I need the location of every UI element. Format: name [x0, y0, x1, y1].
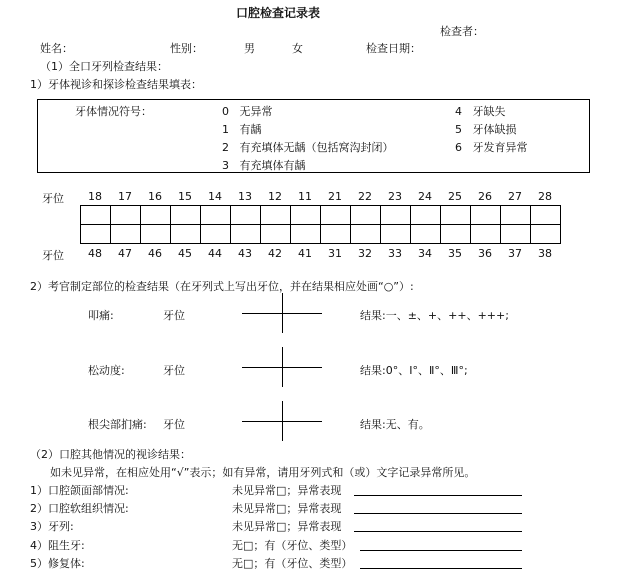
upper-tooth-cell[interactable]: [381, 206, 411, 225]
examiner-label: 检查者：: [440, 25, 484, 38]
percussion-result[interactable]: 结果:一、±、+、++、+++;: [360, 309, 509, 322]
lower-tooth-number: 38: [538, 247, 552, 260]
section2-heading: 2）考官制定部位的检查结果（在牙列式上写出牙位，并在结果相应处画“○”）:: [30, 280, 414, 293]
percussion-cross-horizontal: [242, 313, 322, 314]
upper-tooth-cell[interactable]: [201, 206, 231, 225]
section3-instruction: 如未见异常，在相应处用“√”表示；如有异常，请用牙列式和（或）文字记录异常所见。: [50, 466, 476, 479]
maxillofacial-label: 1）口腔颌面部情况:: [30, 484, 129, 497]
soft-tissue-underline[interactable]: [354, 513, 522, 514]
apical-result[interactable]: 结果:无、有。: [360, 418, 430, 431]
apical-tooth-label: 牙位: [163, 418, 185, 431]
upper-tooth-cell[interactable]: [81, 206, 111, 225]
lower-tooth-cell[interactable]: [171, 225, 201, 244]
apical-tenderness-label: 根尖部扪痛:: [88, 418, 147, 431]
tooth-chart: [80, 205, 561, 244]
upper-tooth-label: 牙位: [42, 192, 64, 205]
upper-tooth-number: 13: [238, 190, 252, 203]
upper-tooth-cell[interactable]: [111, 206, 141, 225]
upper-tooth-number: 17: [118, 190, 132, 203]
percussion-tooth-label: 牙位: [163, 309, 185, 322]
gender-female[interactable]: 女: [292, 42, 303, 55]
soft-tissue-value[interactable]: 未见异常□；异常表现: [232, 502, 342, 515]
lower-tooth-label: 牙位: [42, 249, 64, 262]
lower-tooth-number: 41: [298, 247, 312, 260]
lower-tooth-cell[interactable]: [411, 225, 441, 244]
lower-tooth-number: 42: [268, 247, 282, 260]
restoration-underline[interactable]: [360, 568, 522, 569]
upper-tooth-cell[interactable]: [231, 206, 261, 225]
upper-tooth-number: 28: [538, 190, 552, 203]
lower-tooth-cell[interactable]: [381, 225, 411, 244]
upper-tooth-number: 24: [418, 190, 432, 203]
code-4: 4 牙缺失: [455, 105, 506, 118]
code-5: 5 牙体缺损: [455, 123, 517, 136]
maxillofacial-underline[interactable]: [354, 495, 522, 496]
upper-tooth-cell[interactable]: [531, 206, 561, 225]
lower-tooth-cell[interactable]: [501, 225, 531, 244]
soft-tissue-label: 2）口腔软组织情况:: [30, 502, 129, 515]
restoration-label: 5）修复体:: [30, 557, 85, 570]
lower-tooth-number: 36: [478, 247, 492, 260]
mobility-label: 松动度:: [88, 364, 125, 377]
exam-date-label: 检查日期：: [366, 42, 421, 55]
percussion-label: 叩痛:: [88, 309, 114, 322]
lower-tooth-cell[interactable]: [471, 225, 501, 244]
code-0: 0 无异常: [222, 105, 273, 118]
upper-tooth-number: 27: [508, 190, 522, 203]
code-3: 3 有充填体有龋: [222, 159, 306, 172]
dentition-label: 3）牙列:: [30, 520, 74, 533]
name-label: 姓名：: [40, 42, 73, 55]
upper-tooth-number: 15: [178, 190, 192, 203]
restoration-value[interactable]: 无□；有（牙位、类型）: [232, 557, 353, 570]
upper-tooth-number: 26: [478, 190, 492, 203]
upper-tooth-number: 11: [298, 190, 312, 203]
lower-tooth-cell[interactable]: [531, 225, 561, 244]
upper-tooth-cell[interactable]: [411, 206, 441, 225]
lower-tooth-number: 35: [448, 247, 462, 260]
lower-tooth-number: 34: [418, 247, 432, 260]
apical-cross-horizontal: [242, 421, 322, 422]
section1-heading: （1）全口牙列检查结果：: [40, 60, 168, 73]
lower-tooth-number: 45: [178, 247, 192, 260]
impacted-tooth-label: 4）阻生牙:: [30, 539, 85, 552]
upper-tooth-cell[interactable]: [291, 206, 321, 225]
upper-tooth-cell[interactable]: [321, 206, 351, 225]
gender-label: 性别：: [170, 42, 203, 55]
gender-male[interactable]: 男: [244, 42, 255, 55]
lower-tooth-number: 46: [148, 247, 162, 260]
lower-tooth-number: 44: [208, 247, 222, 260]
legend-label: 牙体情况符号：: [75, 105, 152, 118]
lower-tooth-number: 43: [238, 247, 252, 260]
upper-tooth-cell[interactable]: [501, 206, 531, 225]
upper-tooth-cell[interactable]: [171, 206, 201, 225]
lower-tooth-cell[interactable]: [201, 225, 231, 244]
lower-tooth-cell[interactable]: [321, 225, 351, 244]
section1-subheading: 1）牙体视诊和探诊检查结果填表：: [30, 78, 202, 91]
impacted-tooth-value[interactable]: 无□；有（牙位、类型）: [232, 539, 353, 552]
page-title: 口腔检查记录表: [236, 6, 321, 20]
dentition-underline[interactable]: [354, 531, 522, 532]
upper-tooth-number: 23: [388, 190, 402, 203]
code-2: 2 有充填体无龋（包括窝沟封闭）: [222, 141, 394, 154]
upper-tooth-cell[interactable]: [141, 206, 171, 225]
lower-tooth-number: 48: [88, 247, 102, 260]
code-6: 6 牙发育异常: [455, 141, 528, 154]
mobility-cross-horizontal: [242, 367, 322, 368]
maxillofacial-value[interactable]: 未见异常□；异常表现: [232, 484, 342, 497]
lower-tooth-number: 33: [388, 247, 402, 260]
upper-tooth-number: 12: [268, 190, 282, 203]
upper-tooth-cell[interactable]: [351, 206, 381, 225]
lower-tooth-cell[interactable]: [351, 225, 381, 244]
upper-tooth-cell[interactable]: [441, 206, 471, 225]
section3-heading: （2）口腔其他情况的视诊结果：: [30, 448, 191, 461]
upper-tooth-number: 22: [358, 190, 372, 203]
lower-tooth-cell[interactable]: [291, 225, 321, 244]
lower-tooth-number: 31: [328, 247, 342, 260]
lower-tooth-number: 47: [118, 247, 132, 260]
impacted-tooth-underline[interactable]: [360, 550, 522, 551]
lower-tooth-number: 32: [358, 247, 372, 260]
mobility-tooth-label: 牙位: [163, 364, 185, 377]
lower-tooth-cell[interactable]: [141, 225, 171, 244]
dentition-value[interactable]: 未见异常□；异常表现: [232, 520, 342, 533]
lower-tooth-number: 37: [508, 247, 522, 260]
upper-tooth-number: 21: [328, 190, 342, 203]
lower-tooth-cell[interactable]: [231, 225, 261, 244]
lower-tooth-cell[interactable]: [261, 225, 291, 244]
upper-tooth-number: 25: [448, 190, 462, 203]
upper-tooth-number: 16: [148, 190, 162, 203]
lower-tooth-cell[interactable]: [441, 225, 471, 244]
upper-tooth-number: 18: [88, 190, 102, 203]
code-1: 1 有龋: [222, 123, 262, 136]
mobility-result[interactable]: 结果:0°、Ⅰ°、Ⅱ°、Ⅲ°;: [360, 364, 468, 377]
lower-tooth-cell[interactable]: [111, 225, 141, 244]
upper-tooth-cell[interactable]: [471, 206, 501, 225]
upper-tooth-number: 14: [208, 190, 222, 203]
upper-tooth-cell[interactable]: [261, 206, 291, 225]
lower-tooth-cell[interactable]: [81, 225, 111, 244]
